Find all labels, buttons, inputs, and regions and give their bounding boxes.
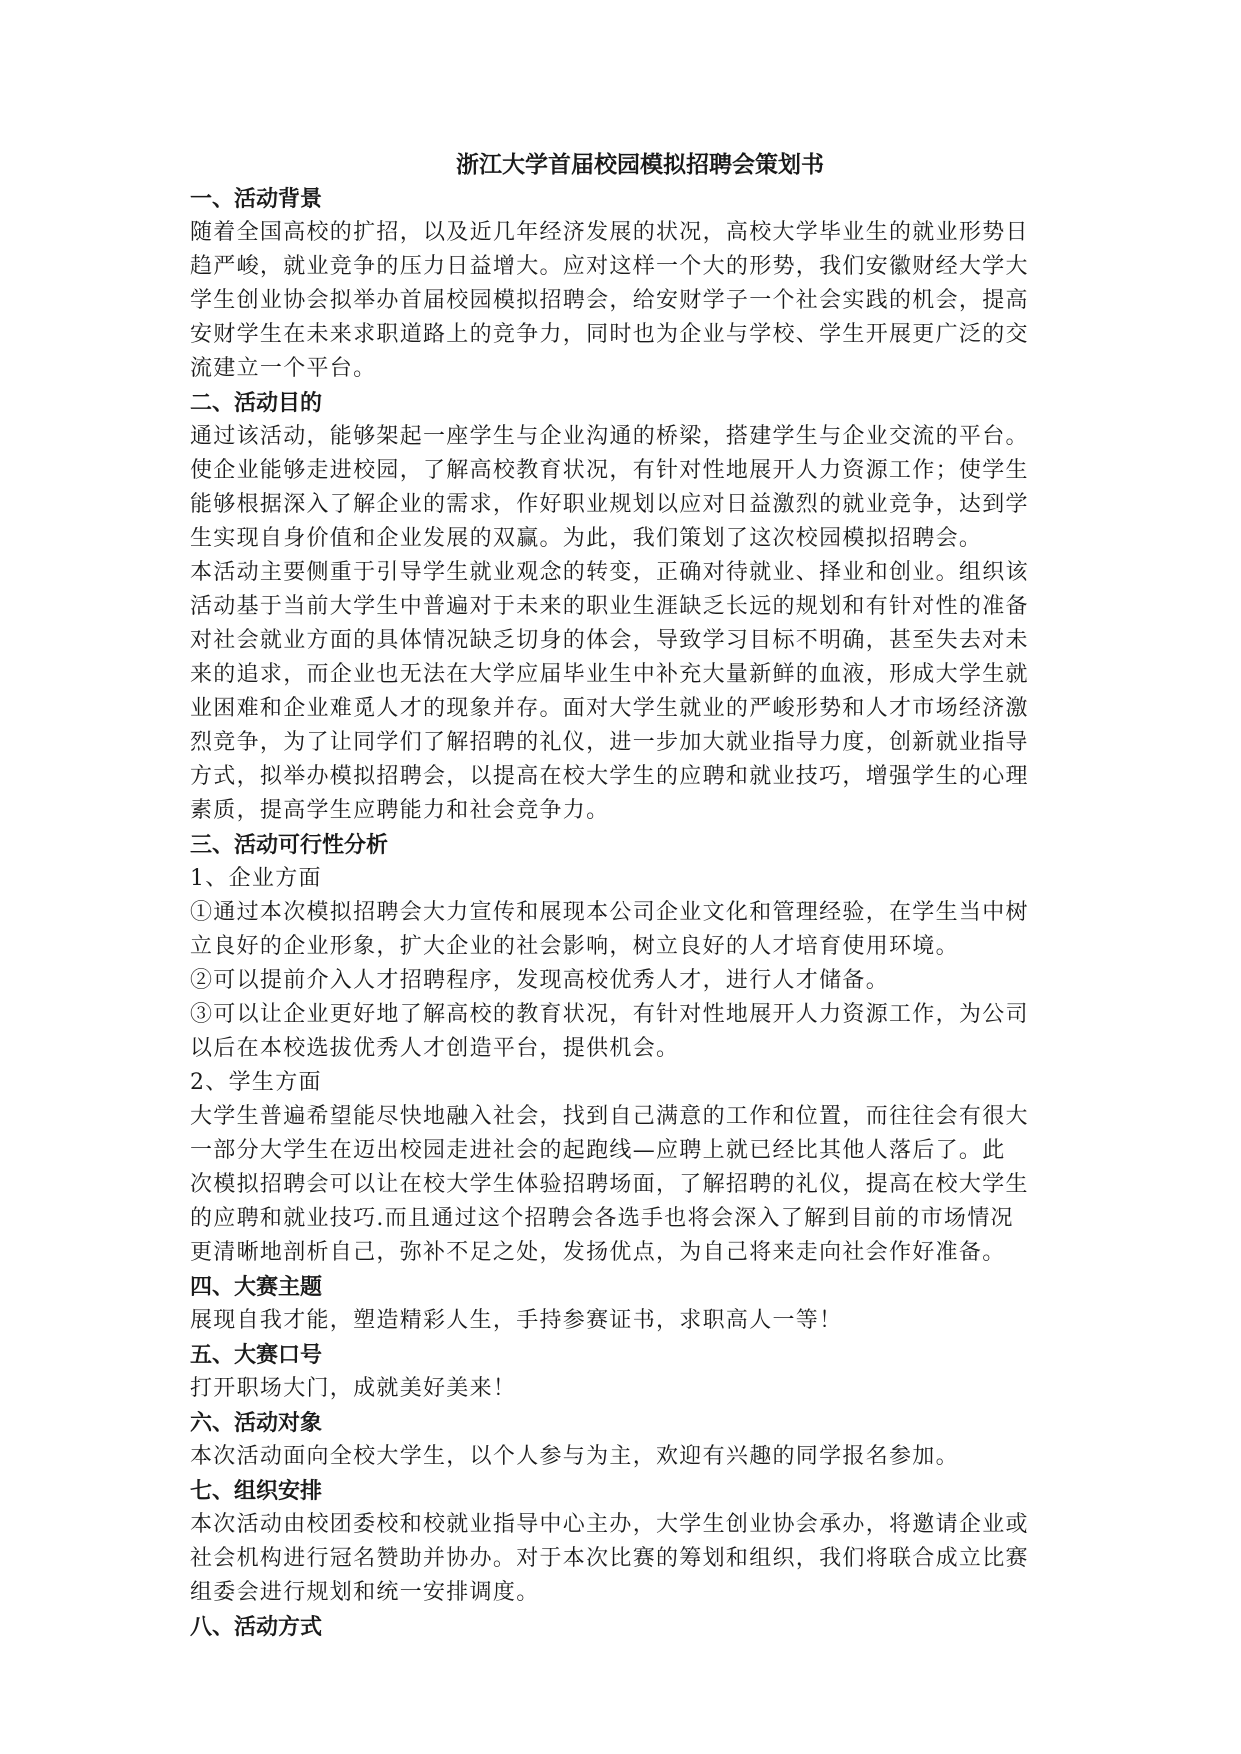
section-heading-method: 八、活动方式 — [190, 1614, 323, 1640]
slogan-text: 打开职场大门，成就美好美来！ — [190, 1376, 517, 1401]
theme-text: 展现自我才能，塑造精彩人生，手持参赛证书，求职高人一等！ — [190, 1308, 843, 1333]
section-heading-background: 一、活动背景 — [190, 186, 323, 212]
enterprise-item-1: ①通过本次模拟招聘会大力宣传和展现本公司企业文化和管理经验，在学生当中树 立良好的企业形象，扩大企业的社会影响，树立良好的人才培育使用环境。 — [190, 900, 1029, 959]
background-paragraph: 随着全国高校的扩招，以及近几年经济发展的状况，高校大学毕业生的就业形势日 趋严峻，就业竞争的压力日益增大。应对这样一个大的形势，我们安徽财经大学大 学生创业协会拟举办首届校园模拟招聘会，给安财学子一个社会实践的机会，提高 安财学生在未来求职道路上的竞争力，同时也为企业与学校、学生开展更广泛的交 流建立一个平台。 — [190, 220, 1029, 381]
section-heading-slogan: 五、大赛口号 — [190, 1342, 323, 1368]
audience-text: 本次活动面向全校大学生，以个人参与为主，欢迎有兴趣的同学报名参加。 — [190, 1444, 959, 1469]
student-paragraph: 大学生普遍希望能尽快地融入社会，找到自己满意的工作和位置，而往往会有很大 一部分大学生在迈出校园走进社会的起跑线—应聘上就已经比其他人落后了。此 次模拟招聘会可以让在校大学生体验招聘场面，了解招聘的礼仪，提高在校大学生 的应聘和就业技巧.而且通过这个招聘会各选手也将会深入了解到目前的市场情况 更清晰地剖析自己，弥补不足之处，发扬优点，为自己将来走向社会作好准备。 — [190, 1104, 1029, 1265]
enterprise-item-3: ③可以让企业更好地了解高校的教育状况，有针对性地展开人力资源工作，为公司 以后在本校选拔优秀人才创造平台，提供机会。 — [190, 1002, 1029, 1061]
organization-paragraph: 本次活动由校团委校和校就业指导中心主办，大学生创业协会承办，将邀请企业或 社会机构进行冠名赞助并协办。对于本次比赛的筹划和组织，我们将联合成立比赛 组委会进行规划和统一安排调度。 — [190, 1512, 1029, 1605]
section-heading-feasibility: 三、活动可行性分析 — [190, 832, 389, 858]
document-page — [190, 148, 1090, 1644]
section-heading-audience: 六、活动对象 — [190, 1410, 323, 1436]
subheading-enterprise: 1、企业方面 — [190, 866, 322, 891]
section-heading-organization: 七、组织安排 — [190, 1478, 323, 1504]
section-heading-purpose: 二、活动目的 — [190, 390, 323, 416]
purpose-paragraph-2: 本活动主要侧重于引导学生就业观念的转变，正确对待就业、择业和创业。组织该 活动基于当前大学生中普遍对于未来的职业生涯缺乏长远的规划和有针对性的准备 对社会就业方面的具体情况缺乏切身的体会，导致学习目标不明确，甚至失去对未 来的追求，而企业也无法在大学应届毕业生中补充大量新鲜的血液，形成大学生就 业困难和企业难觅人才的现象并存。面对大学生就业的严峻形势和人才市场经济激 烈竞争，为了让同学们了解招聘的礼仪，进一步加大就业指导力度，创新就业指导 方式，拟举办模拟招聘会，以提高在校大学生的应聘和就业技巧，增强学生的心理 素质，提高学生应聘能力和社会竞争力。 — [190, 560, 1029, 823]
section-heading-theme: 四、大赛主题 — [190, 1274, 323, 1300]
document-title: 浙江大学首届校园模拟招聘会策划书 — [456, 151, 824, 178]
subheading-student: 2、学生方面 — [190, 1070, 322, 1095]
enterprise-item-2: ②可以提前介入人才招聘程序，发现高校优秀人才，进行人才储备。 — [190, 968, 890, 993]
purpose-paragraph-1: 通过该活动，能够架起一座学生与企业沟通的桥梁，搭建学生与企业交流的平台。 使企业能够走进校园，了解高校教育状况，有针对性地展开人力资源工作；使学生 能够根据深入了解企业的需求，作好职业规划以应对日益激烈的就业竞争，达到学 生实现自身价值和企业发展的双赢。为此，我们策划了这次校园模拟招聘会。 — [190, 424, 1029, 551]
